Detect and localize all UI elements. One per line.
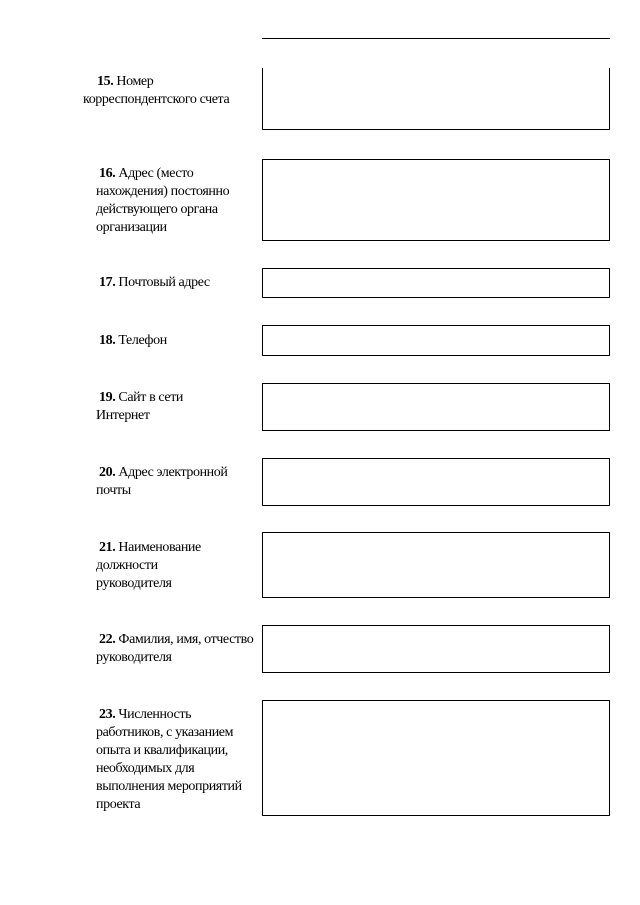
item-number: 16. bbox=[99, 166, 116, 181]
field-email[interactable] bbox=[262, 458, 610, 506]
item-number: 17. bbox=[99, 275, 116, 290]
label-website bbox=[96, 389, 226, 425]
item-text: Почтовый адрес bbox=[118, 275, 210, 290]
field-head-position[interactable] bbox=[262, 532, 610, 598]
field-website[interactable] bbox=[262, 383, 610, 431]
label-head-position bbox=[96, 539, 226, 593]
field-correspondent-account[interactable] bbox=[262, 129, 610, 130]
item-text: Телефон bbox=[118, 333, 167, 348]
field-postal-address[interactable] bbox=[262, 268, 610, 298]
item-text: Численность работников, с указанием опыта и квалификации, необходимых для выполнения мероприятий проекта bbox=[96, 707, 242, 812]
item-text: Номер корреспондентского счета bbox=[83, 74, 230, 107]
label-staff-count bbox=[96, 706, 261, 814]
item-number: 21. bbox=[99, 540, 116, 555]
field-border-right bbox=[609, 68, 610, 130]
field-head-name[interactable] bbox=[262, 625, 610, 673]
label-postal-address bbox=[96, 274, 256, 292]
item-text: Адрес (место нахождения) постоянно действующего органа организации bbox=[96, 166, 230, 235]
label-head-name bbox=[96, 631, 256, 667]
item-number: 20. bbox=[99, 465, 116, 480]
field-address[interactable] bbox=[262, 159, 610, 241]
table-top-rule bbox=[262, 38, 610, 39]
item-number: 23. bbox=[99, 707, 116, 722]
item-text: Сайт в сети Интернет bbox=[96, 390, 184, 423]
item-text: Наименование должности руководителя bbox=[96, 540, 201, 591]
item-text: Фамилия, имя, отчество руководителя bbox=[96, 632, 254, 665]
field-border-left bbox=[262, 68, 263, 130]
item-number: 19. bbox=[99, 390, 116, 405]
label-phone bbox=[96, 332, 256, 350]
label-correspondent-account bbox=[83, 73, 243, 109]
item-number: 15. bbox=[97, 74, 114, 89]
item-number: 18. bbox=[99, 333, 116, 348]
item-text: Адрес электронной почты bbox=[96, 465, 228, 498]
item-number: 22. bbox=[99, 632, 116, 647]
field-staff-count[interactable] bbox=[262, 700, 610, 816]
label-address bbox=[96, 165, 256, 237]
label-email bbox=[96, 464, 256, 500]
field-phone[interactable] bbox=[262, 325, 610, 356]
